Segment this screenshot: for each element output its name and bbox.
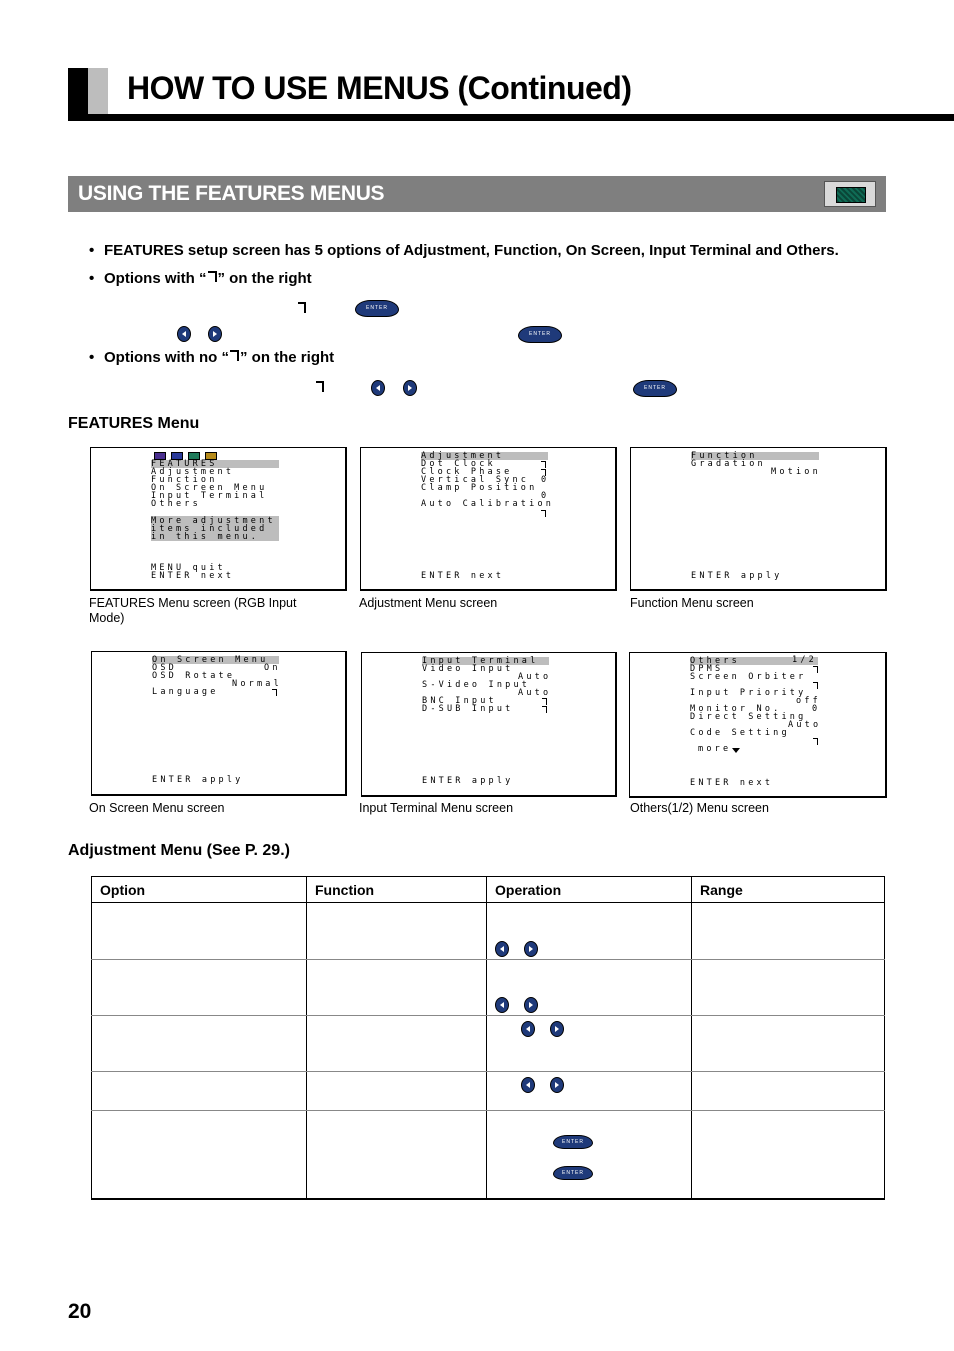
- screen-value: Normal: [232, 679, 282, 689]
- screen-line: More adjustment: [151, 516, 276, 526]
- bullet-3-post: ” on the right: [239, 349, 335, 366]
- screen-line: ENTER next: [151, 571, 235, 581]
- screen-line: Clamp Position: [421, 483, 538, 493]
- features-menu-screen: [90, 447, 347, 591]
- submenu-mark-icon: [230, 350, 239, 361]
- left-arrow-button-icon: [521, 1077, 535, 1093]
- submenu-mark-icon: [542, 706, 547, 713]
- left-arrow-button-icon: [371, 380, 385, 396]
- screen-caption: FEATURES Menu screen (RGB Input Mode): [89, 596, 297, 625]
- right-arrow-button-icon: [403, 380, 417, 396]
- page-title: HOW TO USE MENUS (Continued): [127, 70, 632, 106]
- down-triangle-icon: [732, 748, 740, 753]
- screen-line: Input Terminal: [422, 657, 549, 665]
- submenu-mark-icon: [541, 461, 546, 468]
- submenu-mark-icon: [542, 698, 547, 705]
- screen-line: D-SUB Input: [422, 704, 514, 714]
- section-bar: [68, 176, 886, 212]
- screen-line: Language: [152, 687, 219, 697]
- screen-line: Function: [691, 452, 819, 460]
- page-number: 20: [68, 1300, 92, 1323]
- others-menu-screen: [629, 652, 887, 798]
- screen-line: ENTER apply: [422, 776, 514, 786]
- screen-line: Monitor No.: [690, 704, 782, 714]
- table-rule: [306, 877, 307, 1198]
- screen-value: Auto: [518, 688, 552, 698]
- table-rule: [486, 877, 487, 1198]
- header-rule: [68, 114, 954, 121]
- table-rule: [91, 1071, 885, 1072]
- screen-line: more: [698, 744, 732, 754]
- screen-line: Code Setting: [690, 728, 790, 738]
- header-marker: [68, 68, 108, 116]
- screen-line: On Screen Menu: [151, 483, 268, 493]
- screen-value: 0: [812, 704, 821, 714]
- screen-line: Function: [151, 475, 218, 485]
- screen-caption: Input Terminal Menu screen: [359, 801, 514, 815]
- screen-caption: Adjustment Menu screen: [359, 596, 498, 610]
- table-rule: [91, 1015, 885, 1016]
- screen-line: Auto Calibration: [421, 499, 555, 509]
- features-menu-heading: FEATURES Menu: [68, 415, 200, 432]
- submenu-mark-icon: [316, 381, 324, 392]
- screen-line: Gradation: [691, 459, 766, 469]
- screen-line: Others: [151, 499, 201, 509]
- screen-caption: Others(1/2) Menu screen: [630, 801, 769, 815]
- adjustment-menu-heading: Adjustment Menu (See P. 29.): [68, 842, 290, 859]
- submenu-mark-icon: [272, 689, 277, 696]
- screen-value: 0: [541, 475, 550, 485]
- screen-line: Adjustment: [421, 452, 548, 460]
- function-menu-screen: [630, 447, 887, 591]
- screen-line: Input Terminal: [151, 491, 268, 501]
- left-arrow-button-icon: [495, 941, 509, 957]
- submenu-mark-icon: [208, 271, 217, 282]
- submenu-mark-icon: [813, 738, 818, 745]
- bullet-1-text: FEATURES setup screen has 5 options of Adjustment, Function, On Screen, Input Terminal and Others.: [104, 242, 839, 259]
- right-arrow-button-icon: [550, 1021, 564, 1037]
- table-rule: [91, 959, 885, 960]
- table-header-function: Function: [315, 882, 375, 898]
- table-rule: [91, 877, 92, 1198]
- table-rule: [91, 902, 885, 903]
- screen-line: Direct Setting: [690, 712, 807, 722]
- monitor-screen-icon: [824, 181, 876, 207]
- section-title: USING THE FEATURES MENUS: [78, 182, 385, 205]
- right-arrow-button-icon: [524, 941, 538, 957]
- input-terminal-menu-screen: [361, 652, 617, 797]
- table-rule: [884, 877, 885, 1198]
- adjustment-menu-screen: [360, 447, 617, 591]
- submenu-mark-icon: [298, 302, 306, 313]
- table-rule: [91, 1110, 885, 1111]
- screen-line: ENTER next: [421, 571, 505, 581]
- screen-value: off: [796, 696, 821, 706]
- screen-line: items included: [151, 524, 268, 534]
- screen-value: On: [264, 663, 281, 673]
- enter-button-icon: ENTER: [553, 1135, 593, 1149]
- screen-value: 1/2: [792, 655, 817, 665]
- screen-line: Dot Clock: [421, 459, 496, 469]
- left-arrow-button-icon: [177, 326, 191, 342]
- screen-line: OSD: [152, 663, 177, 673]
- submenu-mark-icon: [813, 666, 818, 673]
- table-header-operation: Operation: [495, 882, 562, 898]
- enter-button-icon: ENTER: [553, 1166, 593, 1180]
- left-arrow-button-icon: [495, 997, 509, 1013]
- adjustment-table: [91, 876, 885, 1200]
- right-arrow-button-icon: [208, 326, 222, 342]
- screen-line: Input Priority: [690, 688, 807, 698]
- bullet-2-post: ” on the right: [217, 270, 312, 287]
- screen-line: Others: [690, 657, 818, 665]
- enter-button-icon: ENTER: [355, 300, 399, 317]
- screen-line: Screen Orbiter: [690, 672, 807, 682]
- screen-line: ENTER apply: [152, 775, 244, 785]
- screen-value: Motion: [771, 467, 821, 477]
- screen-line: in this menu.: [151, 532, 260, 542]
- table-header-option: Option: [100, 882, 146, 898]
- screen-line: Clock Phase: [421, 467, 513, 477]
- screen-caption: On Screen Menu screen: [89, 801, 225, 815]
- bullet-2: • Options with “ ” on the right: [89, 270, 312, 287]
- screen-line: ENTER apply: [691, 571, 783, 581]
- screen-line: BNC Input: [422, 696, 497, 706]
- screen-line: S-Video Input: [422, 680, 531, 690]
- table-rule: [691, 877, 692, 1198]
- bullet-3-pre: Options with no “: [104, 349, 229, 366]
- screen-value: Auto: [518, 672, 552, 682]
- enter-button-icon: ENTER: [633, 380, 677, 397]
- bullet-1: • FEATURES setup screen has 5 options of Adjustment, Function, On Screen, Input Terminal and Others.: [89, 242, 839, 259]
- bullet-2-pre: Options with “: [104, 270, 207, 287]
- screen-line: Vertical Sync: [421, 475, 530, 485]
- screen-line: OSD Rotate: [152, 671, 236, 681]
- screen-line: FEATURES: [151, 460, 279, 468]
- right-arrow-button-icon: [550, 1077, 564, 1093]
- screen-line: DPMS: [690, 664, 724, 674]
- screen-value: Auto: [788, 720, 822, 730]
- screen-line: Adjustment: [151, 467, 235, 477]
- screen-line: Video Input: [422, 664, 514, 674]
- left-arrow-button-icon: [521, 1021, 535, 1037]
- submenu-mark-icon: [541, 510, 546, 517]
- submenu-mark-icon: [813, 682, 818, 689]
- screen-line: ENTER next: [690, 778, 774, 788]
- right-arrow-button-icon: [524, 997, 538, 1013]
- screen-caption: Function Menu screen: [630, 596, 754, 610]
- screen-line: MENU quit: [151, 563, 226, 573]
- enter-button-icon: ENTER: [518, 326, 562, 343]
- bullet-3: • Options with no “ ” on the right: [89, 349, 335, 366]
- screen-line: On Screen Menu: [152, 656, 279, 664]
- table-header-range: Range: [700, 882, 743, 898]
- screen-value: 0: [541, 491, 550, 501]
- on-screen-menu-screen: [91, 651, 347, 796]
